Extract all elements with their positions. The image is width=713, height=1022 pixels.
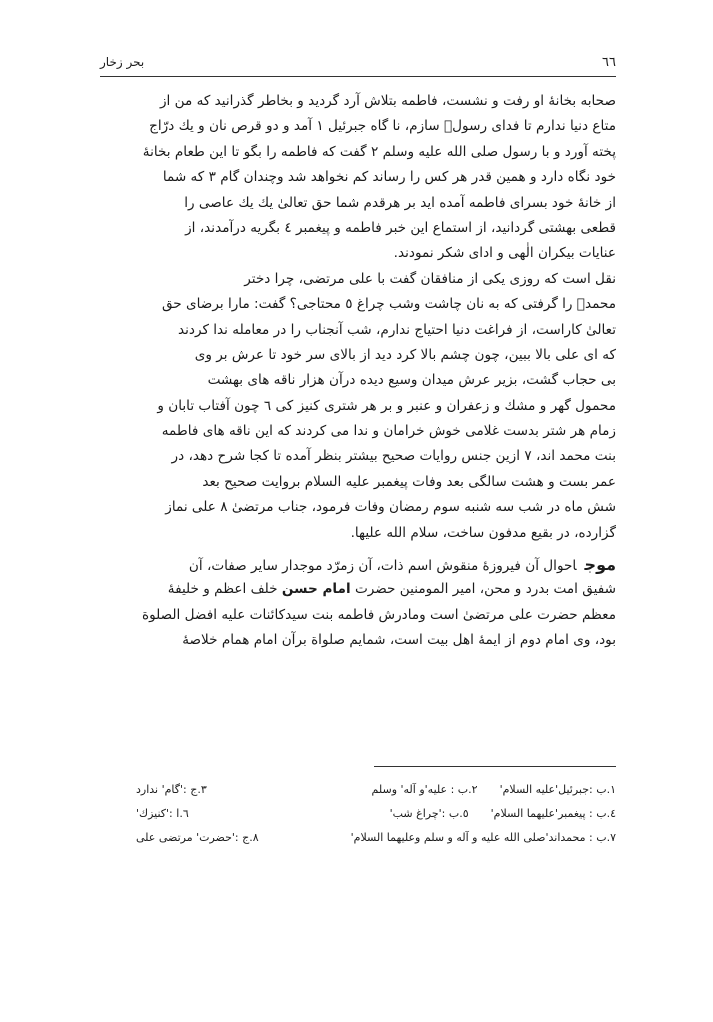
text-line: شش ماه در شب سه شنبه سوم رمضان وفات فرمود، جناب مرتضیٰ ٨ علی نماز bbox=[165, 499, 616, 516]
text-line: زمام هر شتر بدست غلامی خوش خرامان و ندا می کردند که این ناقه های فاطمه bbox=[161, 423, 616, 440]
text-line: نقل است که روزی یکی از منافقان گفت با علی مرتضی، چرا دختر bbox=[244, 270, 616, 287]
text-line: صحابه بخانهٔ او رفت و نشست، فاطمه بتلاش آرد گردید و بخاطر گذرانید که من از bbox=[159, 93, 616, 109]
mowj-label: موج bbox=[584, 555, 616, 575]
footnote-separator bbox=[374, 766, 616, 767]
footnote-group bbox=[372, 778, 616, 802]
footnote: ٧.ب : محمداند'صلی الله علیه و آله و سلم وعلیهما السلام' bbox=[350, 831, 616, 844]
text-line: قطعی بهشتی گردانید، از استماع این خبر فاطمه و پیغمبر ٤ بگریه درآمدند، از bbox=[185, 219, 616, 236]
text-line bbox=[98, 577, 616, 602]
footnote-row bbox=[98, 802, 616, 826]
footnote-group bbox=[351, 826, 616, 850]
footnote: ٦.ا :'کنیزك' bbox=[136, 807, 189, 820]
mowj-first-line: احوال آن فیروزهٔ منقوش اسم ذات، آن زمرّد موجدار سایر صفات، آن bbox=[188, 558, 577, 575]
text-line: محمول گهر و مشك و زعفران و عنبر و بر هر شتری کنیز کی ٦ چون آفتاب تابان و bbox=[157, 397, 616, 414]
text-line: خود نگاه دارد و همین قدر هر کس را رساند کم نخواهد شد وچندان گام ٣ که شما bbox=[162, 169, 616, 186]
footnote-group bbox=[98, 802, 189, 826]
mowj-heading-line bbox=[98, 552, 616, 577]
text-line: معظم حضرت علی مرتضیٰ است ومادرش فاطمه بنت سیدکائنات علیه افضل الصلوة bbox=[141, 606, 616, 623]
page-header bbox=[100, 52, 616, 77]
main-text bbox=[98, 89, 616, 654]
imam-hasan-name: امام حسن bbox=[281, 581, 351, 598]
text-line: متاع دنیا ندارم تا فدای رسولؐ سازم، نا گاه جبرئیل ١ آمد و دو قرص نان و یك درّاج bbox=[149, 118, 616, 135]
page-number: ٦٦ bbox=[602, 55, 616, 70]
footnote: ٨.ج :'حضرت' مرتضی علی bbox=[136, 831, 259, 844]
text-line: بنت محمد اند، ٧ ازین جنس روایات صحیح بیشتر بنظر آمده تا کجا شرح دهد، در bbox=[171, 448, 616, 465]
footnote-group bbox=[390, 802, 616, 826]
footnote-row bbox=[98, 826, 616, 850]
text-line: محمدؐ را گرفتی که به نان چاشت وشب چراغ ٥ محتاجی؟ گفت: مارا برضای حق bbox=[161, 296, 616, 313]
text-segment: شفیق امت بدرد و محن، امیر المومنین حضرت bbox=[354, 581, 616, 598]
footnote-row bbox=[98, 778, 616, 802]
text-line: عمر بست و هشت سالگی بعد وفات پیغمبر علیه السلام بروایت صحیح بعد bbox=[202, 473, 616, 490]
text-line: از خانهٔ خود بسرای فاطمه آمده اید بر هرقدم شما حق تعالیٰ یك یك عاصی را bbox=[184, 194, 616, 211]
text-line: عنایات بیکران الٰهی و ادای شکر نمودند. bbox=[393, 245, 616, 262]
text-line: گزارده، در بقیع مدفون ساخت، سلام الله علیها. bbox=[350, 524, 616, 541]
footnote-group bbox=[98, 826, 259, 850]
footnotes bbox=[98, 778, 616, 850]
text-line: بی حجاب گشت، بزیر عرش میدان وسیع دیده درآن هزار ناقه های بهشت bbox=[207, 372, 616, 389]
footnote: ٣.ج :'گام' ندارد bbox=[136, 783, 207, 796]
text-line: تعالیٰ کاراست، از فراغت دنیا احتیاج ندارم، شب آنجناب را در معامله ندا کردند bbox=[178, 321, 616, 338]
text-segment: خلف اعظم و خلیفهٔ bbox=[167, 581, 278, 598]
text-line: پخته آورد و با رسول صلی الله علیه وسلم ٢ گفت که فاطمه را بگو تا این طعام بخانهٔ bbox=[142, 143, 616, 160]
text-line: که ای علی بالا ببین، چون چشم بالا کرد دید از بالای سر خود تا عرش بر وی bbox=[194, 346, 616, 363]
footnote: ٥.ب :'چراغ شب' bbox=[389, 807, 469, 820]
footnote: ٤.ب : پیغمبر'علیهما السلام' bbox=[490, 807, 616, 820]
text-line: بود، وی امام دوم از ایمهٔ اهل بیت است، شمایم صلواة برآن امام همام خلاصهٔ bbox=[182, 632, 616, 649]
footnote: ١.ب :جبرئیل'علیه السلام' bbox=[499, 783, 616, 796]
running-title: بحر زخار bbox=[100, 55, 145, 69]
footnote: ٢.ب : علیه'و آله' وسلم bbox=[371, 783, 478, 796]
footnote-group bbox=[98, 778, 207, 802]
